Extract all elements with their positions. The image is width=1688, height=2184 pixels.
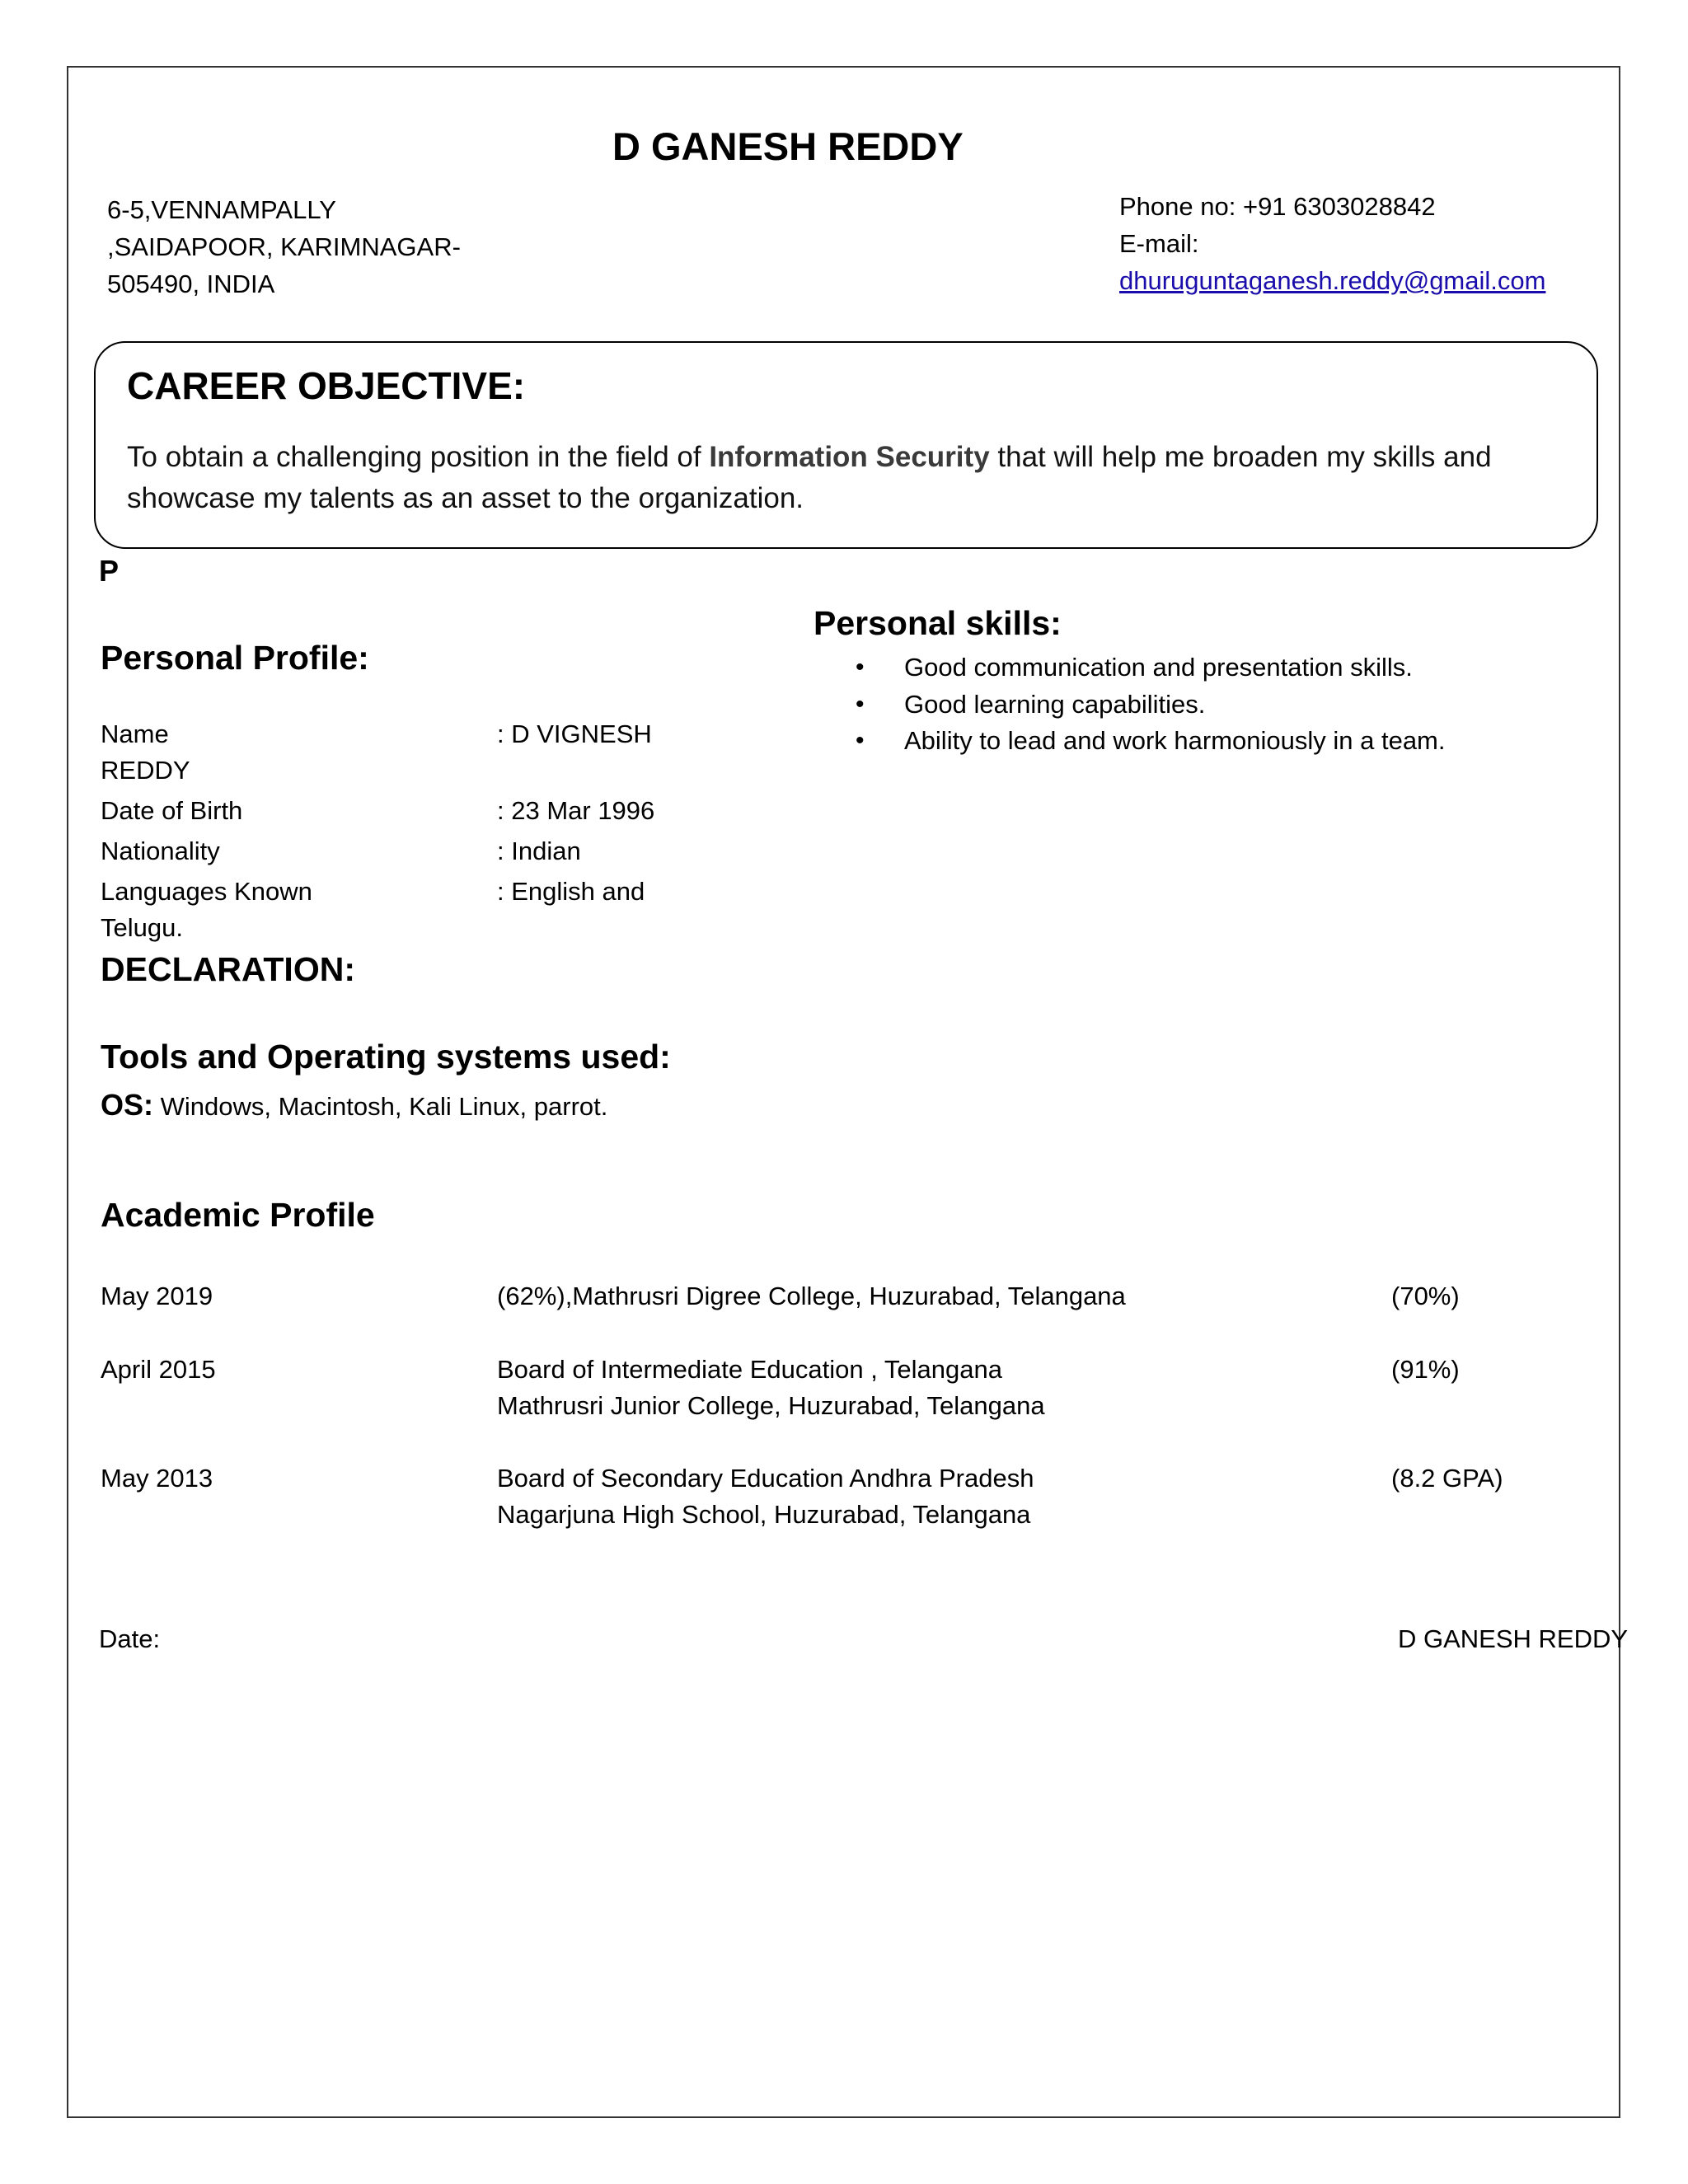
address-line-2: ,SAIDAPOOR, KARIMNAGAR- <box>107 232 461 261</box>
phone-number: Phone no: +91 6303028842 <box>1119 192 1436 221</box>
email-link[interactable]: dhuruguntaganesh.reddy@gmail.com <box>1119 266 1546 295</box>
objective-text-start: To obtain a challenging position in the field of <box>127 441 710 473</box>
academic-institution-line: (62%),Mathrusri Digree College, Huzurabad, Telangana <box>497 1282 1126 1310</box>
career-objective-text <box>127 437 1578 519</box>
skill-item: Good communication and presentation skills. <box>904 653 1413 682</box>
profile-label-languages: Languages Known <box>101 877 312 906</box>
academic-date: May 2013 <box>101 1464 213 1493</box>
academic-institution-line: Board of Intermediate Education , Telangana <box>497 1355 1002 1384</box>
academic-institution-line: Mathrusri Junior College, Huzurabad, Telangana <box>497 1391 1045 1420</box>
objective-text-end: that will help me broaden my skills and showcase my talents as an asset to the organization. <box>127 441 1492 514</box>
academic-institution-line: Board of Secondary Education Andhra Pradesh <box>497 1464 1034 1493</box>
academic-score: (70%) <box>1391 1282 1460 1310</box>
tools-heading: Tools and Operating systems used: <box>101 1038 671 1076</box>
profile-value-name-wrap: REDDY <box>101 756 190 785</box>
address-line-3: 505490, INDIA <box>107 269 275 298</box>
profile-value-dob: : 23 Mar 1996 <box>497 796 655 825</box>
signature-name: D GANESH REDDY <box>1398 1624 1629 1653</box>
profile-value-name: : D VIGNESH <box>497 719 652 748</box>
profile-label-nationality: Nationality <box>101 837 220 865</box>
academic-date: April 2015 <box>101 1355 216 1384</box>
os-label: OS: <box>101 1088 154 1122</box>
contact-block <box>1119 188 1545 299</box>
stray-letter: P <box>99 554 120 588</box>
academic-date: May 2019 <box>101 1282 213 1310</box>
declaration-heading: DECLARATION: <box>101 950 355 988</box>
os-list: Windows, Macintosh, Kali Linux, parrot. <box>153 1092 608 1121</box>
academic-score: (91%) <box>1391 1355 1460 1384</box>
personal-profile-heading: Personal Profile: <box>101 639 369 677</box>
bullet-icon: • <box>856 691 865 718</box>
skill-item: Ability to lead and work harmoniously in a team. <box>904 726 1446 755</box>
candidate-name-title: D GANESH REDDY <box>612 124 964 168</box>
address-block <box>107 191 461 302</box>
os-line <box>101 1086 607 1125</box>
objective-text-highlight: Information Security <box>709 441 990 473</box>
profile-value-languages-wrap: Telugu. <box>101 913 183 942</box>
bullet-icon: • <box>856 727 865 754</box>
email-label: E-mail: <box>1119 229 1199 258</box>
profile-value-nationality: : Indian <box>497 837 581 865</box>
profile-value-languages: : English and <box>497 877 645 906</box>
date-label: Date: <box>99 1624 161 1653</box>
bullet-icon: • <box>856 654 865 681</box>
profile-label-name: Name <box>101 719 169 748</box>
career-objective-title: CAREER OBJECTIVE: <box>127 364 526 407</box>
address-line-1: 6-5,VENNAMPALLY <box>107 195 336 224</box>
skill-item: Good learning capabilities. <box>904 690 1206 719</box>
academic-institution-line: Nagarjuna High School, Huzurabad, Telangana <box>497 1500 1031 1529</box>
academic-score: (8.2 GPA) <box>1391 1464 1503 1493</box>
personal-skills-heading: Personal skills: <box>814 604 1062 642</box>
profile-label-dob: Date of Birth <box>101 796 243 825</box>
academic-profile-heading: Academic Profile <box>101 1196 375 1234</box>
